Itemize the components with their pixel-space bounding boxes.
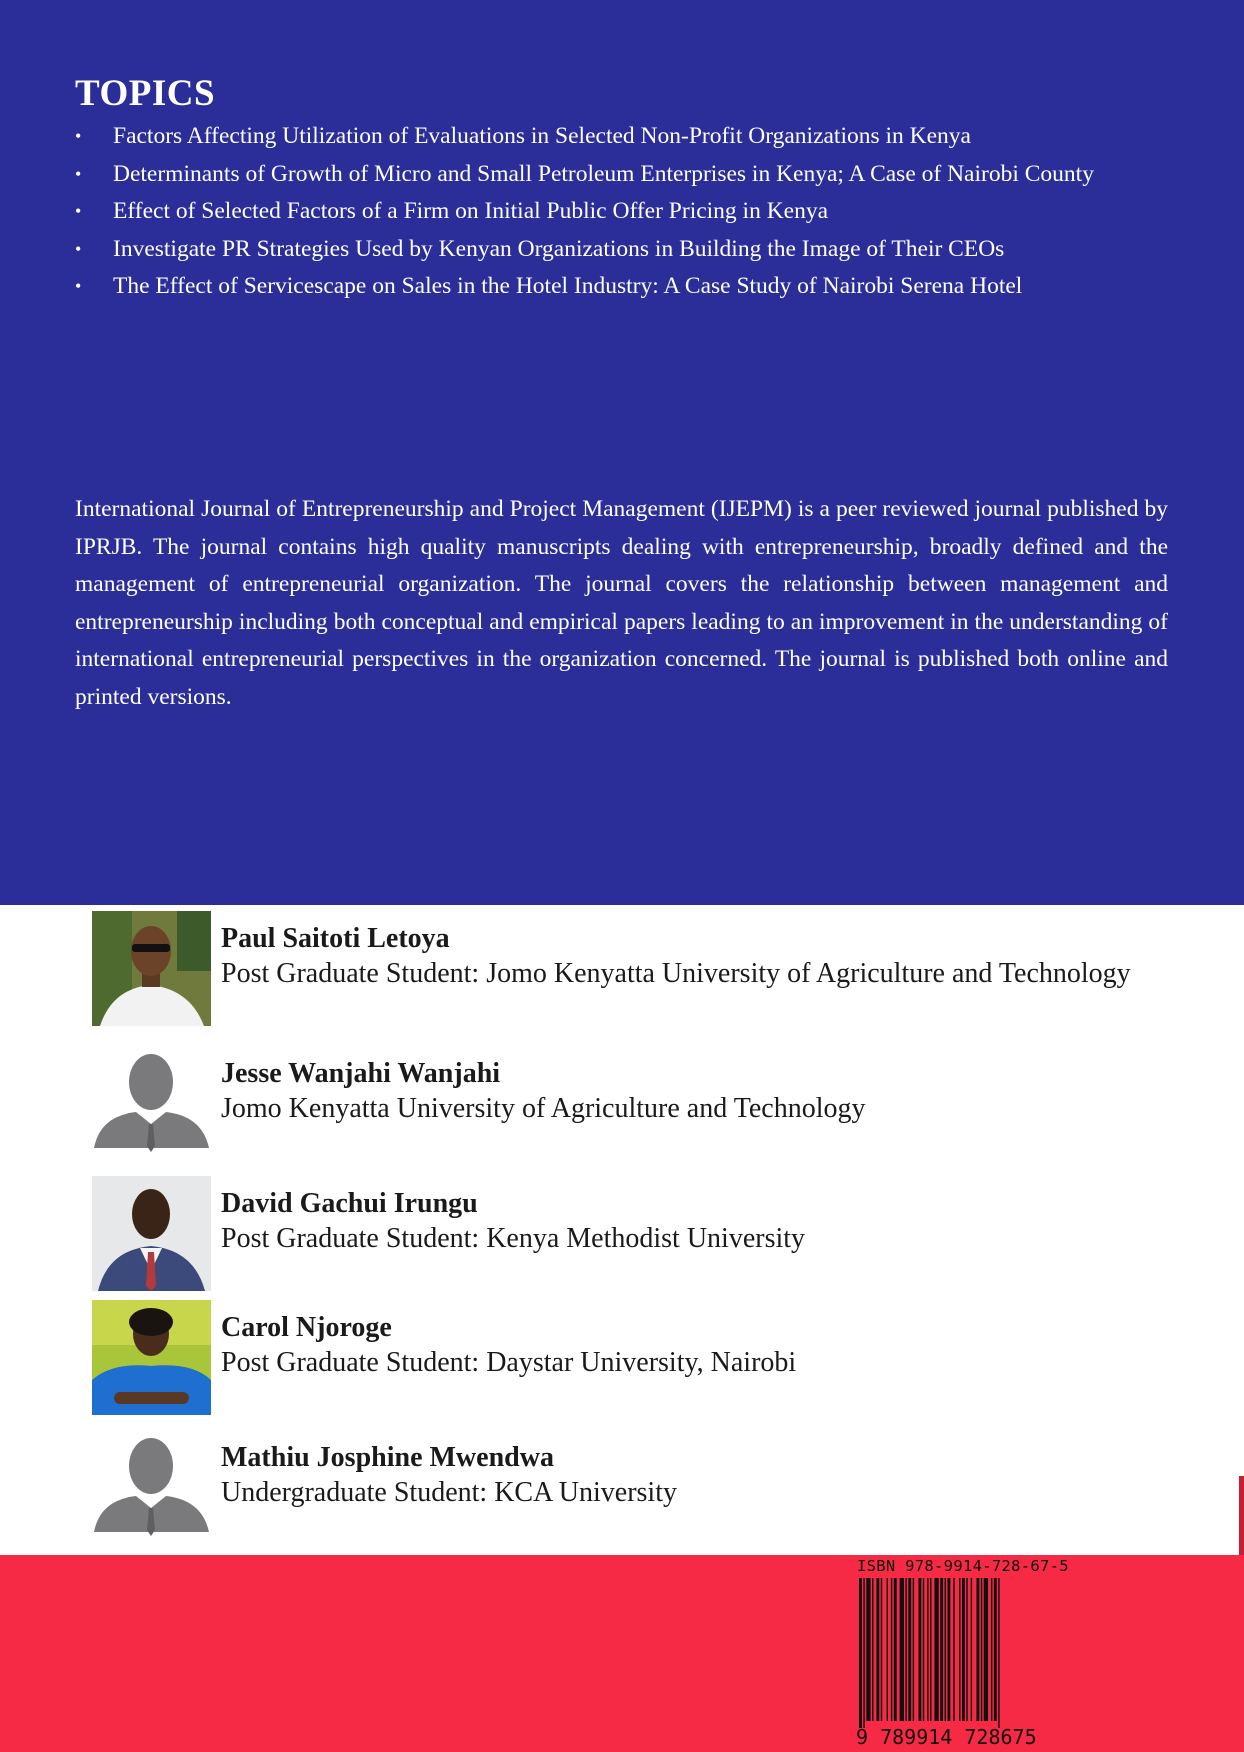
author-affiliation: Post Graduate Student: Jomo Kenyatta University of Agriculture and Technology <box>221 958 1131 989</box>
author-name: Mathiu Josphine Mwendwa <box>221 1442 554 1473</box>
topic-item <box>75 268 1185 306</box>
barcode-bar <box>913 1578 914 1721</box>
topics-list <box>75 118 1185 306</box>
barcode-bar <box>918 1578 921 1721</box>
isbn-barcode-block <box>856 1555 1070 1752</box>
barcode-bar <box>900 1578 904 1721</box>
barcode-bar <box>953 1578 954 1721</box>
topics-heading: TOPICS <box>75 73 216 114</box>
topic-item <box>75 156 1185 194</box>
barcode-bar <box>863 1578 864 1728</box>
barcode-bar <box>976 1578 979 1721</box>
barcode-bar <box>876 1578 879 1721</box>
author-details <box>221 1186 1171 1256</box>
topic-text: Effect of Selected Factors of a Firm on Initial Public Offer Pricing in Kenya <box>113 198 829 224</box>
author-name: David Gachui Irungu <box>221 1188 478 1219</box>
author-affiliation: Undergraduate Student: KCA University <box>221 1477 677 1508</box>
red-edge-strip <box>1239 1476 1244 1555</box>
bullet-icon: • <box>75 126 82 146</box>
barcode-bar <box>934 1578 938 1721</box>
topic-text: The Effect of Servicescape on Sales in the Hotel Industry: A Case Study of Nairobi Serena Hotel <box>113 273 1023 299</box>
isbn-label: ISBN 978-9914-728-67-5 <box>857 1557 1069 1575</box>
author-details <box>221 921 1171 991</box>
author-photo-placeholder <box>92 1430 211 1545</box>
barcode-bar <box>881 1578 882 1721</box>
barcode-bar <box>984 1578 988 1721</box>
barcode-bar <box>872 1578 873 1721</box>
topic-text: Determinants of Growth of Micro and Small Petroleum Enterprises in Kenya; A Case of Nairobi County <box>113 160 1094 187</box>
author-details <box>221 1056 1171 1126</box>
barcode-bar <box>859 1578 862 1728</box>
barcode-bar <box>971 1578 972 1721</box>
barcode-bar <box>866 1578 870 1721</box>
topic-item <box>75 231 1185 269</box>
barcode-bar <box>905 1578 906 1721</box>
authors-section <box>0 905 1244 1555</box>
barcode-bar <box>994 1578 997 1721</box>
bullet-icon: • <box>75 238 82 259</box>
author-details <box>221 1440 1171 1510</box>
barcode-bar <box>927 1578 928 1721</box>
barcode-bar <box>959 1578 960 1721</box>
barcode-bar <box>894 1578 897 1721</box>
topic-text: Factors Affecting Utilization of Evaluations in Selected Non-Profit Organizations in Kenya <box>113 123 971 149</box>
barcode-bar <box>923 1578 924 1721</box>
barcode-bar <box>930 1578 931 1721</box>
bullet-icon: • <box>75 201 82 221</box>
barcode-bar <box>966 1578 967 1721</box>
bullet-icon: • <box>75 163 82 184</box>
author-name: Jesse Wanjahi Wanjahi <box>221 1058 501 1089</box>
bullet-icon: • <box>75 276 82 296</box>
barcode-bar <box>891 1578 892 1721</box>
author-details <box>221 1310 1171 1380</box>
barcode-bar <box>981 1578 982 1721</box>
barcode-bar <box>991 1578 992 1721</box>
author-affiliation: Jomo Kenyatta University of Agriculture and Technology <box>221 1093 866 1124</box>
barcode-bar <box>998 1578 999 1728</box>
barcode <box>856 1578 1066 1728</box>
barcode-digits: 9 789914 728675 <box>856 1725 1037 1749</box>
barcode-bar <box>962 1578 965 1721</box>
author-photo <box>92 911 211 1026</box>
barcode-bar <box>908 1578 911 1721</box>
topic-item <box>75 193 1185 231</box>
barcode-bar <box>940 1578 943 1721</box>
author-affiliation: Post Graduate Student: Daystar University, Nairobi <box>221 1347 797 1378</box>
author-name: Paul Saitoti Letoya <box>221 923 450 954</box>
barcode-bar <box>947 1578 950 1721</box>
author-photo <box>92 1176 211 1291</box>
author-photo-placeholder <box>92 1046 211 1161</box>
author-affiliation: Post Graduate Student: Kenya Methodist University <box>221 1223 806 1254</box>
author-photo <box>92 1300 211 1415</box>
barcode-bar <box>945 1578 946 1721</box>
journal-description: International Journal of Entrepreneurship and Project Management (IJEPM) is a peer reviewed journal published by IPRJB. The journal contains high quality manuscripts dealing with entrepreneurship, broadly defined and the management of entrepreneurial organization. The journal covers the relationship between management and entrepreneurship including both conceptual and empirical papers leading to an improvement in the understanding of international entrepreneurial perspectives in the organization concerned. The journal is published both online and printed versions. <box>75 496 1168 710</box>
topic-text: Investigate PR Strategies Used by Kenyan Organizations in Building the Image of Their CEOs <box>113 235 1005 262</box>
topic-item <box>75 118 1185 156</box>
barcode-bar <box>887 1578 888 1721</box>
author-name: Carol Njoroge <box>221 1312 392 1343</box>
bottom-band <box>0 1555 1244 1752</box>
